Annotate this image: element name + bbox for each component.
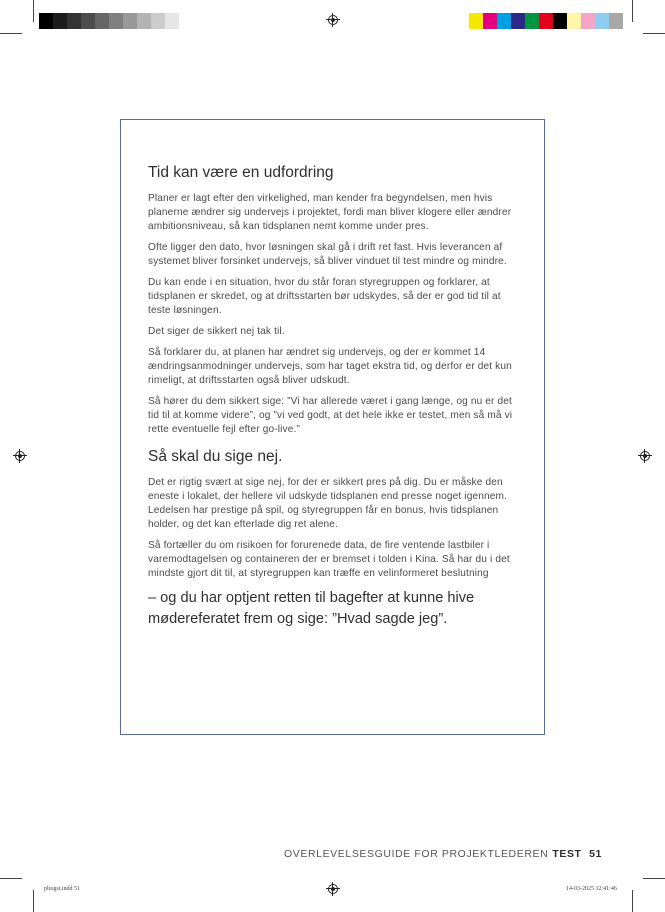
slug-file: pltogst.indd 51 bbox=[44, 886, 81, 892]
body-paragraph: Så fortæller du om risikoen for forurenede data, de fire ventende lastbiler i varemodtagelsen og containeren der er bremset i tolden i Kina. Så har du i det mindste gjort dit til, at styregruppen kan træffe en velinformeret beslutning bbox=[148, 540, 510, 579]
crop-mark bbox=[0, 33, 22, 34]
page-number: 51 bbox=[589, 848, 602, 860]
process-color-bar bbox=[469, 13, 623, 29]
section-label: TEST bbox=[552, 848, 582, 860]
color-swatch bbox=[469, 13, 483, 29]
color-swatch bbox=[95, 13, 109, 29]
crop-mark bbox=[33, 890, 34, 912]
color-swatch bbox=[39, 13, 53, 29]
gray-color-bar bbox=[39, 13, 179, 29]
body-paragraph: Så forklarer du, at planen har ændret sig undervejs, og der er kommet 14 ændringsanmodninger undervejs, som har taget ekstra tid, og derfor er det kun rimeligt, at driftsstarten også bliver udskudt. bbox=[148, 347, 512, 386]
color-swatch bbox=[151, 13, 165, 29]
body-paragraph: Det siger de sikkert nej tak til. bbox=[148, 326, 285, 337]
color-swatch bbox=[581, 13, 595, 29]
registration-mark-icon bbox=[326, 882, 340, 896]
crop-mark bbox=[33, 0, 34, 22]
color-swatch bbox=[53, 13, 67, 29]
color-swatch bbox=[109, 13, 123, 29]
registration-mark-icon bbox=[638, 449, 652, 463]
body-paragraph: Du kan ende i en situation, hvor du står foran styregruppen og forklarer, at tidsplanen er skredet, og at driftsstarten bør udskydes, så der er god tid til at teste løsningen. bbox=[148, 277, 501, 316]
paragraph-group bbox=[148, 476, 518, 581]
color-swatch bbox=[511, 13, 525, 29]
color-swatch bbox=[67, 13, 81, 29]
color-swatch bbox=[483, 13, 497, 29]
color-swatch bbox=[609, 13, 623, 29]
body-paragraph: Planer er lagt efter den virkelighed, man kender fra begyndelsen, men hvis planerne ændrer sig undervejs i projektet, fordi man bliver klogere eller ændrer ambitionsniveau, så kan tidsplanen nemt komme under pres. bbox=[148, 193, 512, 232]
paragraph-group bbox=[148, 192, 518, 437]
color-swatch bbox=[595, 13, 609, 29]
color-swatch bbox=[123, 13, 137, 29]
color-swatch bbox=[165, 13, 179, 29]
body-paragraph: Så hører du dem sikkert sige: ”Vi har allerede været i gang længe, og nu er det tid til at komme videre”, og ”vi ved godt, at det hele ikke er testet, men så må vi rette eventuelle fejl efter go-live.” bbox=[148, 396, 513, 435]
crop-mark bbox=[0, 878, 22, 879]
book-title: OVERLEVELSESGUIDE FOR PROJEKTLEDEREN bbox=[283, 848, 549, 860]
section-heading: Så skal du sige nej. bbox=[148, 448, 283, 465]
body-paragraph: Det er rigtig svært at sige nej, for der er sikkert pres på dig. Du er måske den eneste i lokalet, der hellere vil udskyde tidsplanen end presse noget igennem. Ledelsen har prestige på spil, og styregruppen får en bonus, hvis tidsplanen holder, og det kan efterlade dig ret alene. bbox=[148, 477, 508, 530]
crop-mark bbox=[643, 33, 665, 34]
registration-mark-icon bbox=[326, 13, 340, 27]
running-footer bbox=[284, 848, 602, 860]
crop-mark bbox=[643, 878, 665, 879]
body-paragraph: Ofte ligger den dato, hvor løsningen skal gå i drift ret fast. Hvis leverancen af systemet bliver forsinket undervejs, så bliver vinduet til test mindre og mindre. bbox=[148, 242, 507, 267]
article bbox=[148, 163, 518, 637]
slug-timestamp: 14-03-2025 12:41:46 bbox=[566, 886, 617, 892]
color-swatch bbox=[137, 13, 151, 29]
color-swatch bbox=[497, 13, 511, 29]
section-heading: Tid kan være en udfordring bbox=[148, 164, 334, 181]
color-swatch bbox=[553, 13, 567, 29]
color-swatch bbox=[81, 13, 95, 29]
crop-mark bbox=[632, 890, 633, 912]
crop-mark bbox=[632, 0, 633, 22]
registration-mark-icon bbox=[13, 449, 27, 463]
color-swatch bbox=[539, 13, 553, 29]
closing-statement: – og du har optjent retten til bagefter at kunne hive mødereferatet frem og sige: ”Hvad sagde jeg”. bbox=[148, 590, 475, 627]
color-swatch bbox=[525, 13, 539, 29]
color-swatch bbox=[567, 13, 581, 29]
